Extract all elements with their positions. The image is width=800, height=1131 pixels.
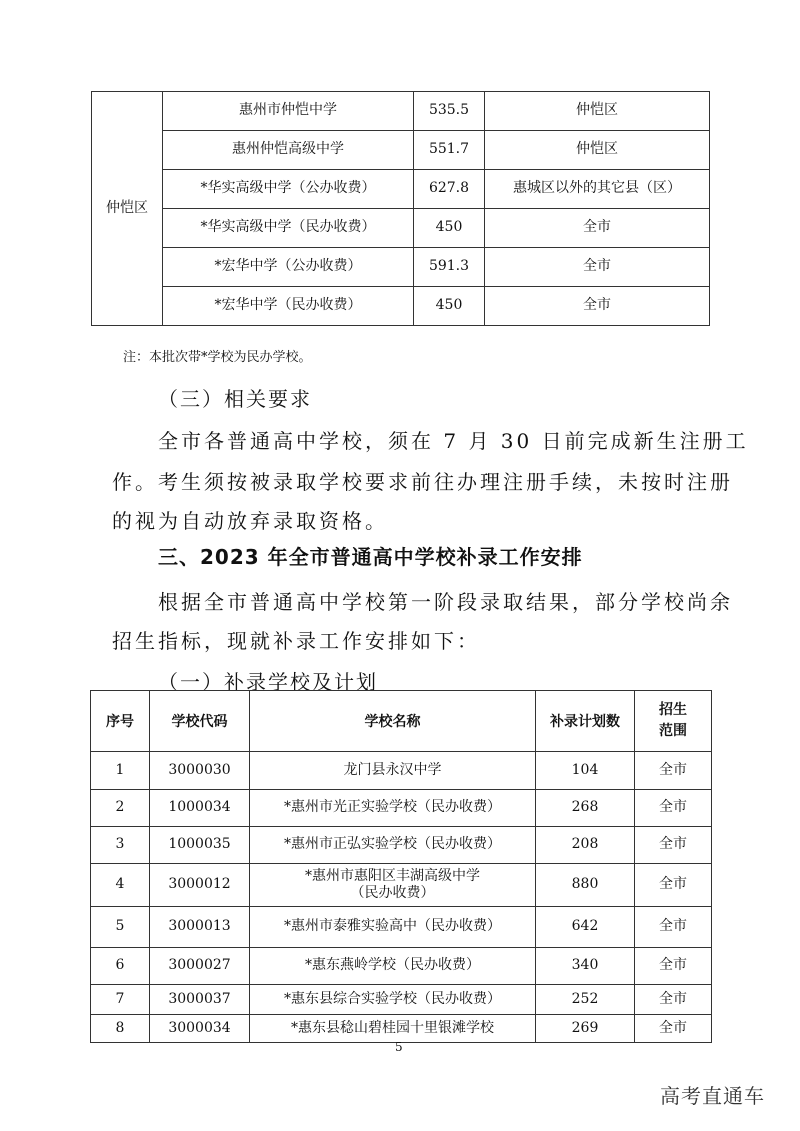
range-cell: 全市 <box>635 985 712 1015</box>
plan-count-cell: 642 <box>536 907 635 948</box>
school-name-cell: 龙门县永汉中学 <box>250 752 536 790</box>
paragraph-line: 的视为自动放弃录取资格。 <box>112 509 388 533</box>
table-row <box>91 985 712 1015</box>
range-cell: 全市 <box>635 864 712 907</box>
range-cell: 全市 <box>485 209 710 248</box>
table-row <box>91 864 712 907</box>
school-code-cell: 3000030 <box>150 752 250 790</box>
range-cell: 全市 <box>485 287 710 326</box>
plan-count-cell: 208 <box>536 827 635 864</box>
table-header-row <box>91 691 712 752</box>
paragraph-line: 作。考生须按被录取学校要求前往办理注册手续，未按时注册 <box>112 470 733 494</box>
row-number-cell: 8 <box>91 1015 150 1043</box>
school-code-cell: 1000035 <box>150 827 250 864</box>
header-range-text: 招生范围 <box>659 702 687 739</box>
paragraph-line: 全市各普通高中学校，须在 7 月 30 日前完成新生注册工 <box>158 429 749 453</box>
header-plan: 补录计划数 <box>536 691 635 752</box>
section-heading-requirements: （三）相关要求 <box>158 387 312 411</box>
table-row <box>92 248 710 287</box>
range-cell: 惠城区以外的其它县（区） <box>485 170 710 209</box>
school-name-cell: *宏华中学（民办收费） <box>163 287 414 326</box>
plan-count-cell: 269 <box>536 1015 635 1043</box>
school-name-cell: *惠州市光正实验学校（民办收费） <box>250 790 536 827</box>
school-code-cell: 1000034 <box>150 790 250 827</box>
school-code-cell: 3000012 <box>150 864 250 907</box>
section-heading-main: 三、2023 年全市普通高中学校补录工作安排 <box>158 545 583 569</box>
header-name: 学校名称 <box>250 691 536 752</box>
district-cell: 仲恺区 <box>92 92 163 326</box>
page-number: 5 <box>395 1040 403 1054</box>
score-cell: 450 <box>414 287 485 326</box>
table-row <box>92 209 710 248</box>
school-name-cell: 惠州仲恺高级中学 <box>163 131 414 170</box>
sub-heading-plan: （一）补录学校及计划 <box>158 670 378 694</box>
plan-count-cell: 252 <box>536 985 635 1015</box>
row-number-cell: 4 <box>91 864 150 907</box>
table-row <box>92 92 710 131</box>
school-name-cell: *惠州市正弘实验学校（民办收费） <box>250 827 536 864</box>
header-range <box>635 691 712 752</box>
school-name-cell: *惠东县稔山碧桂园十里银滩学校 <box>250 1015 536 1043</box>
score-cell: 591.3 <box>414 248 485 287</box>
admission-score-table <box>91 91 710 326</box>
score-cell: 450 <box>414 209 485 248</box>
school-name-cell: *宏华中学（公办收费） <box>163 248 414 287</box>
watermark: 高考直通车 <box>660 1084 765 1108</box>
school-code-cell: 3000037 <box>150 985 250 1015</box>
score-cell: 551.7 <box>414 131 485 170</box>
table-row <box>91 752 712 790</box>
range-cell: 全市 <box>635 827 712 864</box>
supplementary-plan-table <box>90 690 712 1043</box>
row-number-cell: 3 <box>91 827 150 864</box>
school-code-cell: 3000034 <box>150 1015 250 1043</box>
row-number-cell: 5 <box>91 907 150 948</box>
table-row <box>91 827 712 864</box>
range-cell: 全市 <box>635 790 712 827</box>
school-name-cell: *惠州市惠阳区丰湖高级中学（民办收费） <box>250 864 536 907</box>
school-name-cell: *惠东燕岭学校（民办收费） <box>250 948 536 985</box>
plan-count-cell: 268 <box>536 790 635 827</box>
table-row <box>92 287 710 326</box>
table-row <box>92 170 710 209</box>
row-number-cell: 2 <box>91 790 150 827</box>
row-number-cell: 6 <box>91 948 150 985</box>
table-row <box>91 1015 712 1043</box>
range-cell: 全市 <box>635 752 712 790</box>
plan-count-cell: 340 <box>536 948 635 985</box>
range-cell: 仲恺区 <box>485 131 710 170</box>
table-row <box>91 907 712 948</box>
range-cell: 全市 <box>485 248 710 287</box>
school-code-cell: 3000027 <box>150 948 250 985</box>
range-cell: 全市 <box>635 1015 712 1043</box>
range-cell: 全市 <box>635 907 712 948</box>
table-row <box>91 790 712 827</box>
plan-count-cell: 104 <box>536 752 635 790</box>
paragraph-line: 招生指标，现就补录工作安排如下： <box>112 629 480 653</box>
school-name-cell: *华实高级中学（公办收费） <box>163 170 414 209</box>
school-name-cell: 惠州市仲恺中学 <box>163 92 414 131</box>
plan-count-cell: 880 <box>536 864 635 907</box>
table-row <box>92 131 710 170</box>
table-row <box>91 948 712 985</box>
score-cell: 627.8 <box>414 170 485 209</box>
school-name-cell: *华实高级中学（民办收费） <box>163 209 414 248</box>
header-no: 序号 <box>91 691 150 752</box>
school-name-cell: *惠州市泰雅实验高中（民办收费） <box>250 907 536 948</box>
row-number-cell: 7 <box>91 985 150 1015</box>
row-number-cell: 1 <box>91 752 150 790</box>
school-code-cell: 3000013 <box>150 907 250 948</box>
header-code: 学校代码 <box>150 691 250 752</box>
range-cell: 全市 <box>635 948 712 985</box>
paragraph-line: 根据全市普通高中学校第一阶段录取结果，部分学校尚余 <box>158 590 733 614</box>
range-cell: 仲恺区 <box>485 92 710 131</box>
school-name-cell: *惠东县综合实验学校（民办收费） <box>250 985 536 1015</box>
note: 注：本批次带*学校为民办学校。 <box>123 350 312 365</box>
score-cell: 535.5 <box>414 92 485 131</box>
